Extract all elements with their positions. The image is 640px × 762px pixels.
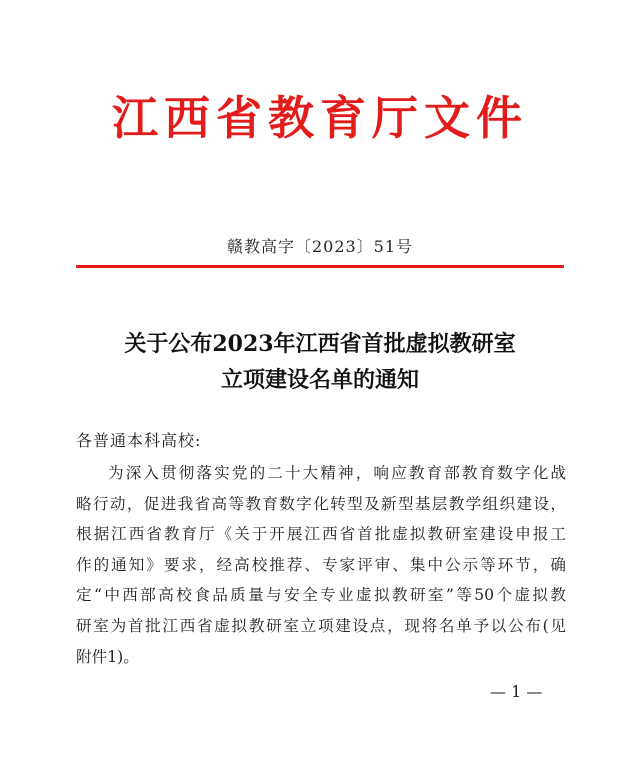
body-line: 附件1)。 <box>76 647 139 666</box>
body-line: 定“中西部高校食品质量与安全专业虚拟教研室”等50个虚拟教 <box>76 586 566 605</box>
page-number: — 1 — <box>490 682 543 701</box>
body-line: 研室为首批江西省虚拟教研室立项建设点，现将名单予以公布(见 <box>76 616 566 635</box>
document-number: 赣教高字〔2023〕51号 <box>226 237 414 256</box>
notice-title <box>0 326 640 398</box>
body-line: 为深入贯彻落实党的二十大精神，响应教育部教育数字化战 <box>108 464 566 482</box>
document-masthead: 江西省教育厅文件 <box>112 91 528 145</box>
body-line: 作的通知》要求，经高校推荐、专家评审、集中公示等环节，确 <box>76 555 566 574</box>
body-line: 根据江西省教育厅《关于开展江西省首批虚拟教研室建设申报工 <box>76 525 566 544</box>
title-line-2: 立项建设名单的通知 <box>220 367 419 393</box>
salutation: 各普通本科高校: <box>76 431 202 450</box>
body-line: 略行动，促进我省高等教育数字化转型及新型基层教学组织建设， <box>76 494 566 513</box>
red-divider-line <box>76 265 564 268</box>
body-text <box>76 458 566 672</box>
title-line-1: 关于公布2023年江西省首批虚拟教研室 <box>124 331 516 357</box>
